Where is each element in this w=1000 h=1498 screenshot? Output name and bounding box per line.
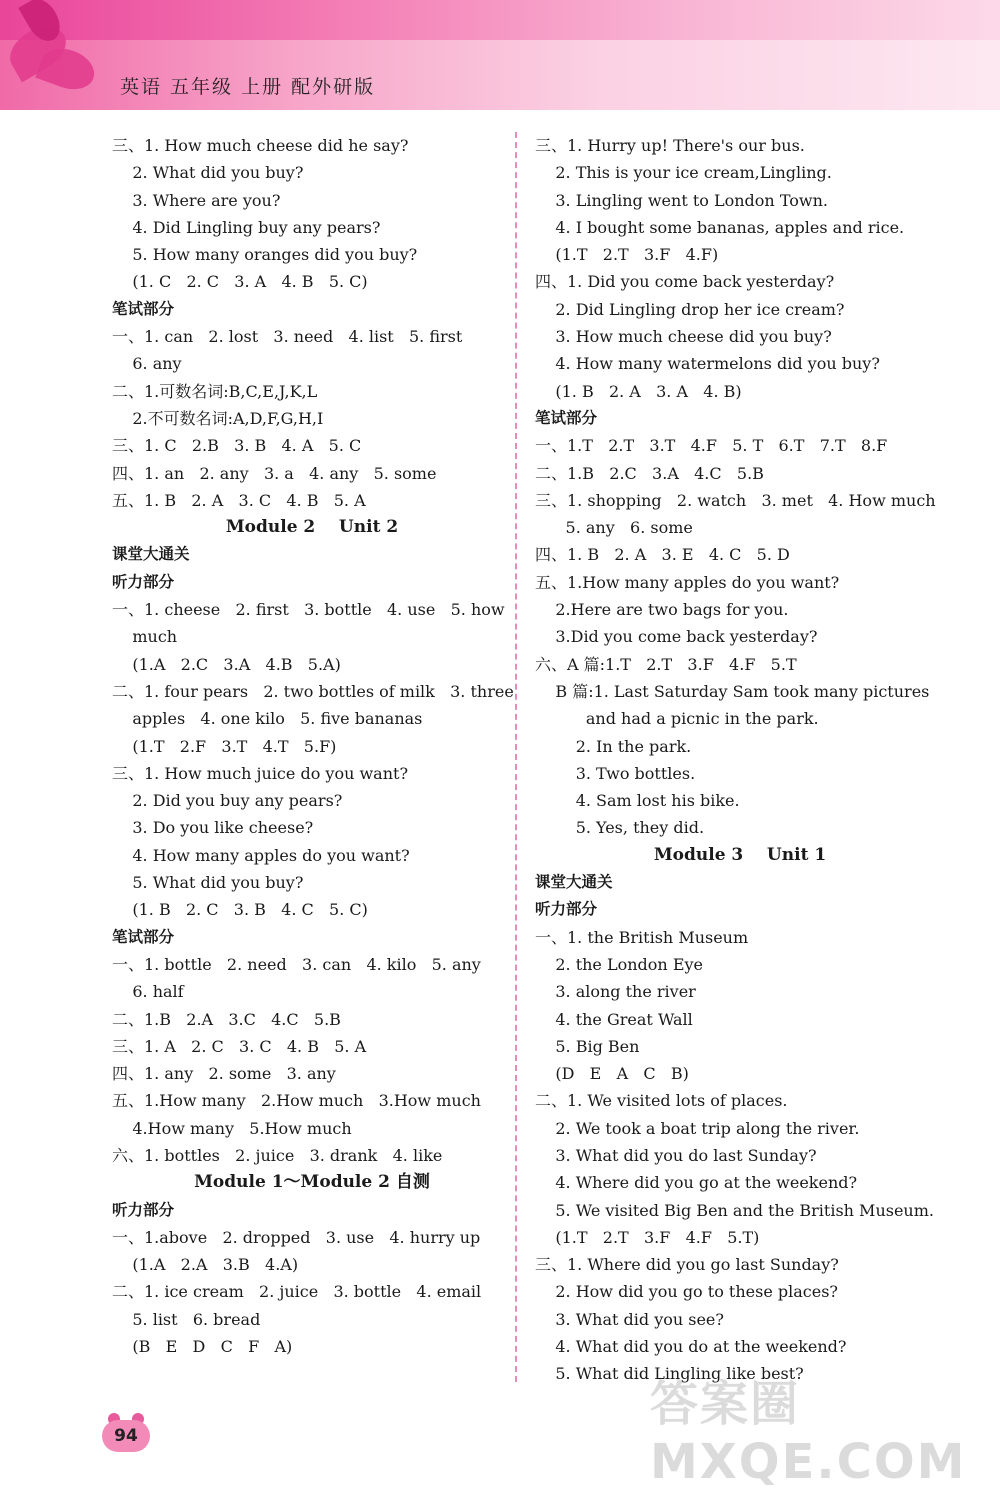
answer-line: 4. Where did you go at the weekend? [535,1173,858,1193]
answer-line: 一、1. bottle 2. need 3. can 4. kilo 5. any [112,954,481,974]
section-heading: 听力部分 [112,572,175,591]
answer-line: 2. Did Lingling drop her ice cream? [535,299,845,319]
answer-line: 三、1. shopping 2. watch 3. met 4. How much [535,490,936,510]
answer-line: 5. How many oranges did you buy? [112,245,418,265]
answer-line: 2. the London Eye [535,954,703,974]
section-heading: 课堂大通关 [535,873,613,892]
answer-line: 2. What did you buy? [112,163,304,183]
answer-line: 4. the Great Wall [535,1009,693,1029]
section-heading: 笔试部分 [535,408,598,427]
answer-line: 四、1. Did you come back yesterday? [535,272,835,292]
answer-line: and had a picnic in the park. [535,709,819,729]
answer-line: 三、1. Where did you go last Sunday? [535,1255,839,1275]
answer-line: 四、1. an 2. any 3. a 4. any 5. some [112,463,437,483]
column-divider [515,132,517,1382]
answer-line: 三、1. How much juice do you want? [112,763,409,783]
answer-line: 六、1. bottles 2. juice 3. drank 4. like [112,1145,443,1165]
page-number: 94 [102,1420,150,1452]
answer-line: much [112,627,178,647]
answer-line: 4. Sam lost his bike. [535,791,740,811]
answer-line: 二、1.B 2.A 3.C 4.C 5.B [112,1009,341,1029]
answer-line: 一、1.T 2.T 3.T 4.F 5. T 6.T 7.T 8.F [535,436,888,456]
answer-line: 2. We took a boat trip along the river. [535,1118,860,1138]
page-header-banner [0,0,1000,110]
answer-line: 四、1. B 2. A 3. E 4. C 5. D [535,545,790,565]
answer-line: 2. How did you go to these places? [535,1282,839,1302]
answer-line: 3.Did you come back yesterday? [535,627,818,647]
answer-line: apples 4. one kilo 5. five bananas [112,709,423,729]
answer-line: (1.A 2.A 3.B 4.A) [112,1255,299,1275]
section-heading: 笔试部分 [112,299,175,318]
answer-line: (1.A 2.C 3.A 4.B 5.A) [112,654,341,674]
answer-line: (D E A C B) [535,1064,689,1084]
watermark-logo [650,1376,980,1490]
answer-line: 6. any [112,354,182,374]
answer-line: 三、1. How much cheese did he say? [112,136,409,155]
answer-line: 6. half [112,982,184,1002]
answer-line: 5. list 6. bread [112,1309,261,1329]
answer-line: 5. any 6. some [535,518,693,538]
answer-line: 一、1. cheese 2. first 3. bottle 4. use 5. how [112,600,505,620]
answer-line: (1.T 2.T 3.F 4.F) [535,245,719,265]
answer-line: (1.T 2.F 3.T 4.T 5.F) [112,736,337,756]
answer-line: 三、1. Hurry up! There's our bus. [535,136,805,155]
answer-line: 2. Did you buy any pears? [112,791,343,811]
answer-line: B 篇:1. Last Saturday Sam took many pictures [535,681,930,701]
answer-line: 4. Did Lingling buy any pears? [112,217,381,237]
answer-line: 3. along the river [535,982,696,1002]
answer-line: (B E D C F A) [112,1337,293,1357]
answer-line: 3. Where are you? [112,190,281,210]
answer-line: 3. What did you see? [535,1309,724,1329]
answer-line: 4. What did you do at the weekend? [535,1337,847,1357]
answer-line: 六、A 篇:1.T 2.T 3.F 4.F 5.T [535,654,797,674]
answer-line: 一、1. can 2. lost 3. need 4. list 5. first [112,327,463,347]
answer-line: 3. How much cheese did you buy? [535,327,832,347]
answer-line: 3. Two bottles. [535,763,696,783]
page-header-title: 英语 五年级 上册 配外研版 [120,76,376,98]
answer-line: 2. In the park. [535,736,692,756]
module-heading: Module 2 Unit 2 [225,517,399,538]
answer-line: 五、1.How many apples do you want? [535,572,840,592]
answer-line: 5. We visited Big Ben and the British Museum. [535,1200,934,1220]
answer-column-left [112,132,512,1360]
answer-line: 三、1. A 2. C 3. C 4. B 5. A [112,1036,367,1056]
answer-line: 二、1. We visited lots of places. [535,1091,788,1111]
answer-line: 4. How many watermelons did you buy? [535,354,880,374]
answer-line: 三、1. C 2.B 3. B 4. A 5. C [112,436,362,456]
answer-line: 5. Big Ben [535,1036,640,1056]
answer-line: 3. What did you do last Sunday? [535,1145,817,1165]
module-heading: Module 3 Unit 1 [653,844,827,865]
answer-line: 2.Here are two bags for you. [535,600,789,620]
answer-line: 二、1.B 2.C 3.A 4.C 5.B [535,463,764,483]
answer-line: 2.不可数名词:A,D,F,G,H,I [112,408,324,428]
answer-line: (1. C 2. C 3. A 4. B 5. C) [112,272,368,292]
answer-line: 5. What did you buy? [112,873,304,893]
answer-line: 四、1. any 2. some 3. any [112,1064,336,1084]
answer-line: 5. Yes, they did. [535,818,705,838]
module-heading: Module 1～Module 2 自测 [194,1172,430,1193]
answer-line: (1. B 2. C 3. B 4. C 5. C) [112,900,368,920]
section-heading: 听力部分 [112,1200,175,1219]
answer-line: (1.T 2.T 3.F 4.F 5.T) [535,1227,760,1247]
answer-column-right [535,132,945,1388]
answer-line: (1. B 2. A 3. A 4. B) [535,381,742,401]
answer-line: 4. How many apples do you want? [112,845,410,865]
answer-line: 4.How many 5.How much [112,1118,352,1138]
answer-line: 二、1. four pears 2. two bottles of milk 3. three [112,681,514,701]
section-heading: 笔试部分 [112,927,175,946]
answer-line: 二、1. ice cream 2. juice 3. bottle 4. email [112,1282,482,1302]
answer-line: 4. I bought some bananas, apples and rice. [535,217,905,237]
section-heading: 课堂大通关 [112,545,190,564]
answer-line: 五、1.How many 2.How much 3.How much [112,1091,481,1111]
answer-line: 3. Lingling went to London Town. [535,190,828,210]
answer-line: 五、1. B 2. A 3. C 4. B 5. A [112,490,366,510]
watermark-text: 答案圈 MXQE.COM [650,1376,967,1490]
header-decoration-band [0,0,1000,40]
answer-line: 3. Do you like cheese? [112,818,314,838]
answer-line: 2. This is your ice cream,Lingling. [535,163,832,183]
answer-line: 一、1. the British Museum [535,927,749,947]
section-heading: 听力部分 [535,900,598,919]
answer-line: 5. What did Lingling like best? [535,1364,804,1384]
answer-line: 一、1.above 2. dropped 3. use 4. hurry up [112,1227,481,1247]
answer-line: 二、1.可数名词:B,C,E,J,K,L [112,381,318,401]
